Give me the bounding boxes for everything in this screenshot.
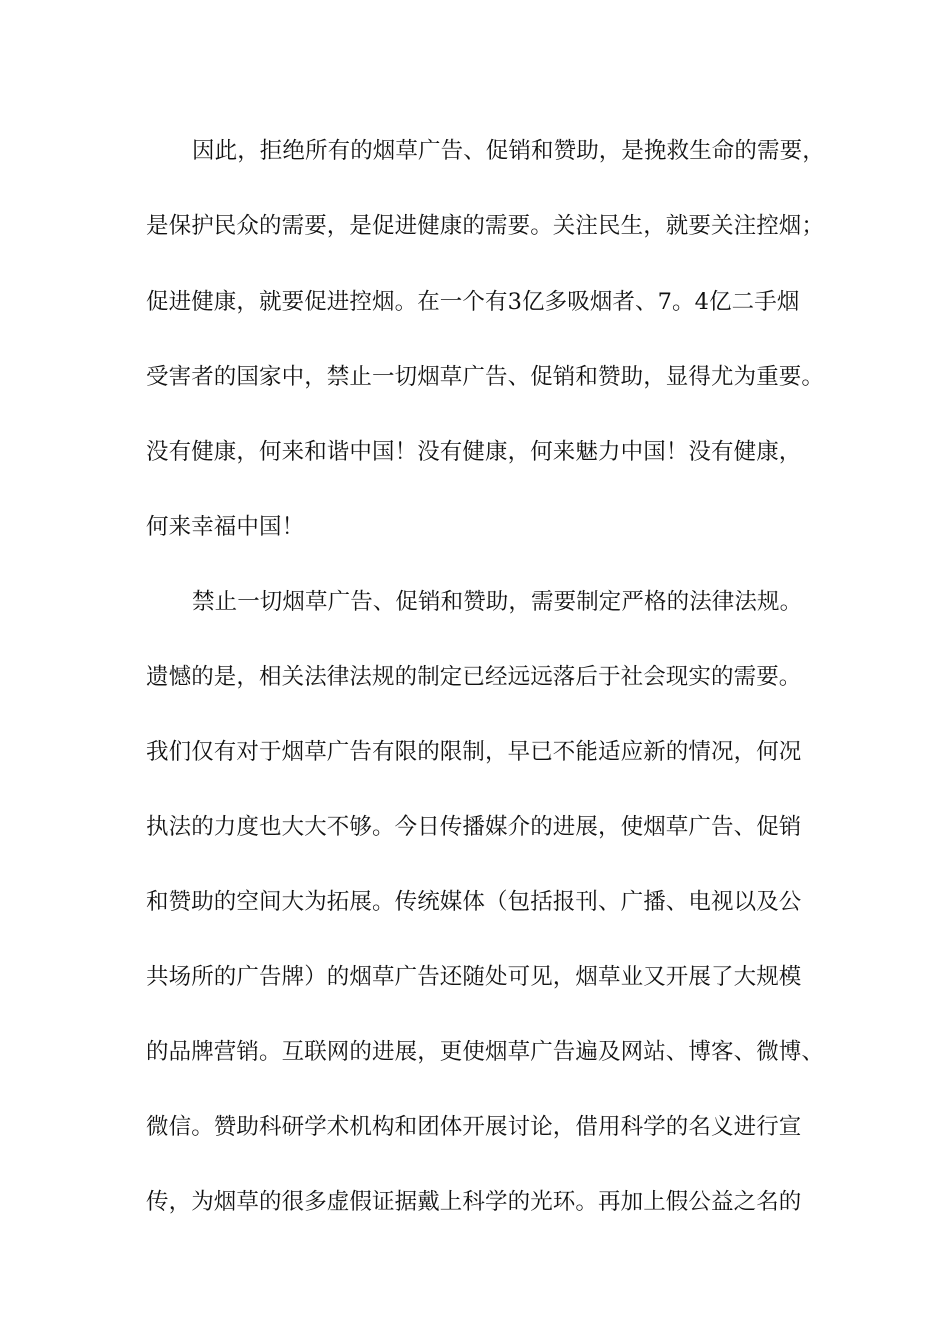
paragraph-2-line-1: 禁止一切烟草广告、促销和赞助，需要制定严格的法律法规。 <box>192 589 803 615</box>
paragraph-2-line-8: 微信。赞助科研学术机构和团体开展讨论，借用科学的名义进行宣 <box>146 1114 802 1140</box>
paragraph-1-line-2: 是保护民众的需要，是促进健康的需要。关注民生，就要关注控烟； <box>146 213 825 239</box>
paragraph-2-line-4: 执法的力度也大大不够。今日传播媒介的进展，使烟草广告、促销 <box>146 814 802 840</box>
paragraph-1-line-4: 受害者的国家中，禁止一切烟草广告、促销和赞助，显得尤为重要。 <box>146 364 825 390</box>
paragraph-1-line-3: 促进健康，就要促进控烟。在一个有3亿多吸烟者、7。4亿二手烟 <box>146 289 800 315</box>
paragraph-1-line-1: 因此，拒绝所有的烟草广告、促销和赞助，是挽救生命的需要， <box>192 138 825 164</box>
paragraph-2-line-6: 共场所的广告牌）的烟草广告还随处可见，烟草业又开展了大规模 <box>146 964 802 990</box>
paragraph-2-line-3: 我们仅有对于烟草广告有限的限制，早已不能适应新的情况，何况 <box>146 739 802 765</box>
paragraph-2-line-5: 和赞助的空间大为拓展。传统媒体（包括报刊、广播、电视以及公 <box>146 889 802 915</box>
paragraph-2-line-9: 传，为烟草的很多虚假证据戴上科学的光环。再加上假公益之名的 <box>146 1189 802 1215</box>
paragraph-2-line-7: 的品牌营销。互联网的进展，更使烟草广告遍及网站、博客、微博、 <box>146 1039 825 1065</box>
paragraph-1-line-6: 何来幸福中国！ <box>146 514 305 540</box>
paragraph-1-line-5: 没有健康，何来和谐中国！没有健康，何来魅力中国！没有健康， <box>146 439 802 465</box>
paragraph-2-line-2: 遗憾的是，相关法律法规的制定已经远远落后于社会现实的需要。 <box>146 664 802 690</box>
